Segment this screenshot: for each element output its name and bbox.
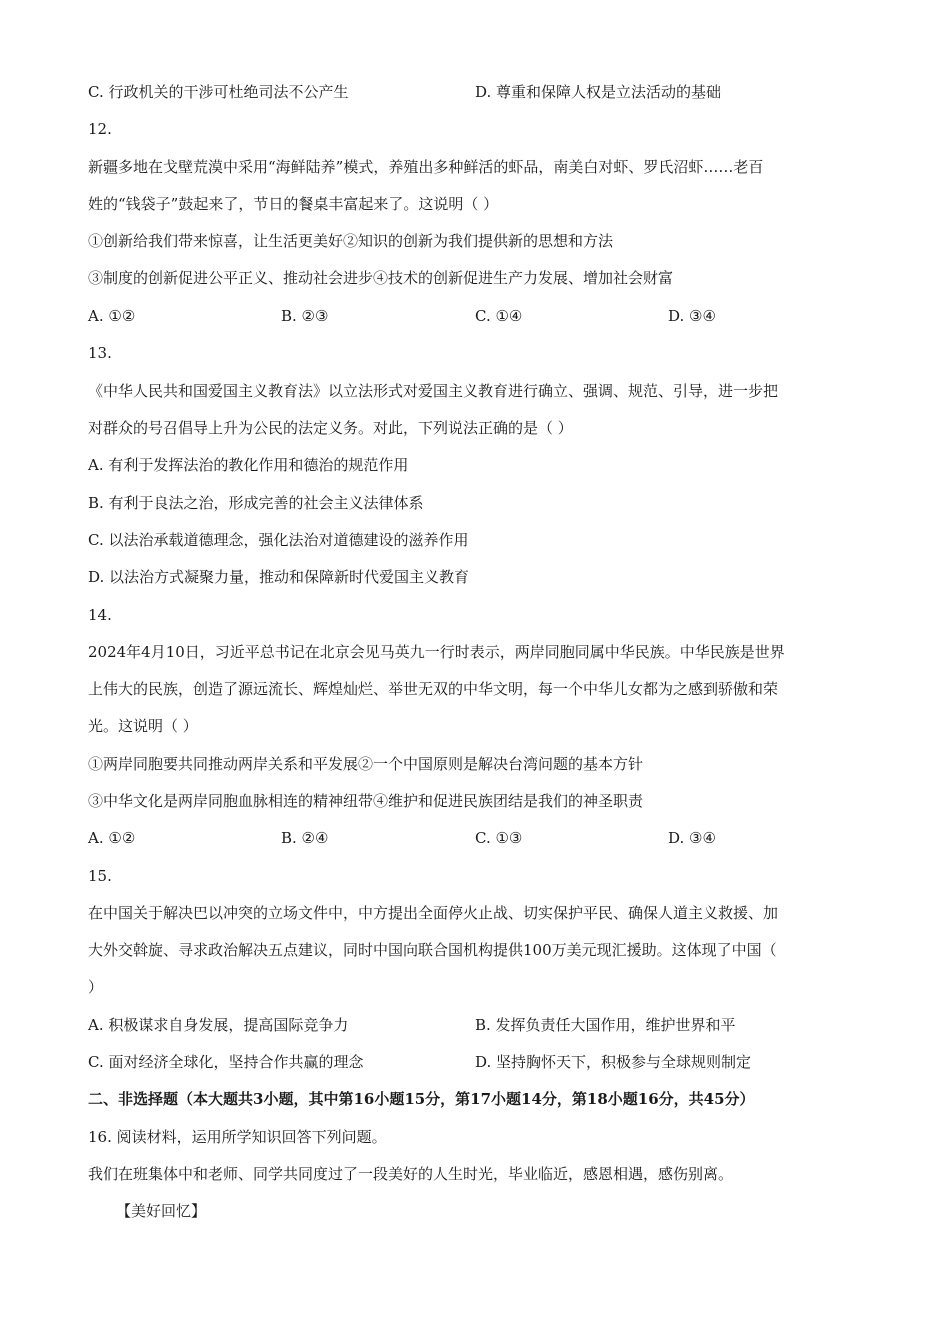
q14-item-line-2: ③中华文化是两岸同胞血脉相连的精神纽带④维护和促进民族团结是我们的神圣职责 bbox=[88, 792, 644, 810]
q11-option-d: D. 尊重和保障人权是立法活动的基础 bbox=[475, 83, 722, 101]
q15-stem-line-2: 大外交斡旋、寻求政治解决五点建议，同时中国向联合国机构提供100万美元现汇援助。这体现了中国（ bbox=[88, 941, 777, 959]
q12-option-c: C. ①④ bbox=[475, 307, 523, 325]
q15-option-c: C. 面对经济全球化，坚持合作共赢的理念 bbox=[88, 1053, 364, 1071]
q14-stem-line-2: 上伟大的民族，创造了源远流长、辉煌灿烂、举世无双的中华文明，每一个中华儿女都为之感到骄傲和荣 bbox=[88, 680, 779, 698]
q12-stem-line-1: 新疆多地在戈壁荒漠中采用“海鲜陆养”模式，养殖出多种鲜活的虾品，南美白对虾、罗氏沼虾……老百 bbox=[88, 158, 764, 176]
q12-option-a: A. ①② bbox=[88, 307, 136, 325]
q13-number: 13. bbox=[88, 344, 112, 362]
q14-number: 14. bbox=[88, 606, 112, 624]
q16-subheading: 【美好回忆】 bbox=[116, 1202, 207, 1220]
q14-stem-line-3: 光。这说明（ ） bbox=[88, 717, 198, 735]
q12-number: 12. bbox=[88, 120, 112, 138]
q13-option-a: A. 有利于发挥法治的教化作用和德治的规范作用 bbox=[88, 456, 409, 474]
q14-option-c: C. ①③ bbox=[475, 829, 523, 847]
q14-item-line-1: ①两岸同胞要共同推动两岸关系和平发展②一个中国原则是解决台湾问题的基本方针 bbox=[88, 755, 644, 773]
q13-stem-line-1: 《中华人民共和国爱国主义教育法》以立法形式对爱国主义教育进行确立、强调、规范、引导，进一步把 bbox=[88, 382, 779, 400]
q14-option-d: D. ③④ bbox=[668, 829, 716, 847]
q12-item-line-2: ③制度的创新促进公平正义、推动社会进步④技术的创新促进生产力发展、增加社会财富 bbox=[88, 269, 674, 287]
q12-stem-line-2: 姓的“钱袋子”鼓起来了，节日的餐桌丰富起来了。这说明（ ） bbox=[88, 195, 499, 213]
q16-material: 我们在班集体中和老师、同学共同度过了一段美好的人生时光，毕业临近，感恩相遇，感伤别离。 bbox=[88, 1165, 734, 1183]
q12-item-line-1: ①创新给我们带来惊喜，让生活更美好②知识的创新为我们提供新的思想和方法 bbox=[88, 232, 614, 250]
q12-option-b: B. ②③ bbox=[281, 307, 329, 325]
q15-stem-line-3: ） bbox=[88, 978, 104, 996]
q12-option-d: D. ③④ bbox=[668, 307, 716, 325]
q13-option-b: B. 有利于良法之治，形成完善的社会主义法律体系 bbox=[88, 494, 424, 512]
q15-option-a: A. 积极谋求自身发展，提高国际竞争力 bbox=[88, 1016, 349, 1034]
q14-option-b: B. ②④ bbox=[281, 829, 329, 847]
q14-option-a: A. ①② bbox=[88, 829, 136, 847]
q13-stem-line-2: 对群众的号召倡导上升为公民的法定义务。对此，下列说法正确的是（ ） bbox=[88, 419, 573, 437]
q15-option-b: B. 发挥负责任大国作用，维护世界和平 bbox=[475, 1016, 736, 1034]
q13-option-d: D. 以法治方式凝聚力量，推动和保障新时代爱国主义教育 bbox=[88, 568, 470, 586]
q15-number: 15. bbox=[88, 867, 112, 885]
q15-option-d: D. 坚持胸怀天下，积极参与全球规则制定 bbox=[475, 1053, 752, 1071]
q14-stem-line-1: 2024年4月10日，习近平总书记在北京会见马英九一行时表示，两岸同胞同属中华民族。中华民族是世界 bbox=[88, 643, 785, 661]
q16-stem: 16. 阅读材料，运用所学知识回答下列问题。 bbox=[88, 1128, 387, 1146]
section-heading: 二、非选择题（本大题共3小题，其中第16小题15分，第17小题14分，第18小题16分，共45分） bbox=[88, 1090, 755, 1108]
q11-option-c: C. 行政机关的干涉可杜绝司法不公产生 bbox=[88, 83, 349, 101]
q13-option-c: C. 以法治承载道德理念，强化法治对道德建设的滋养作用 bbox=[88, 531, 469, 549]
q15-stem-line-1: 在中国关于解决巴以冲突的立场文件中，中方提出全面停火止战、切实保护平民、确保人道主义救援、加 bbox=[88, 904, 779, 922]
